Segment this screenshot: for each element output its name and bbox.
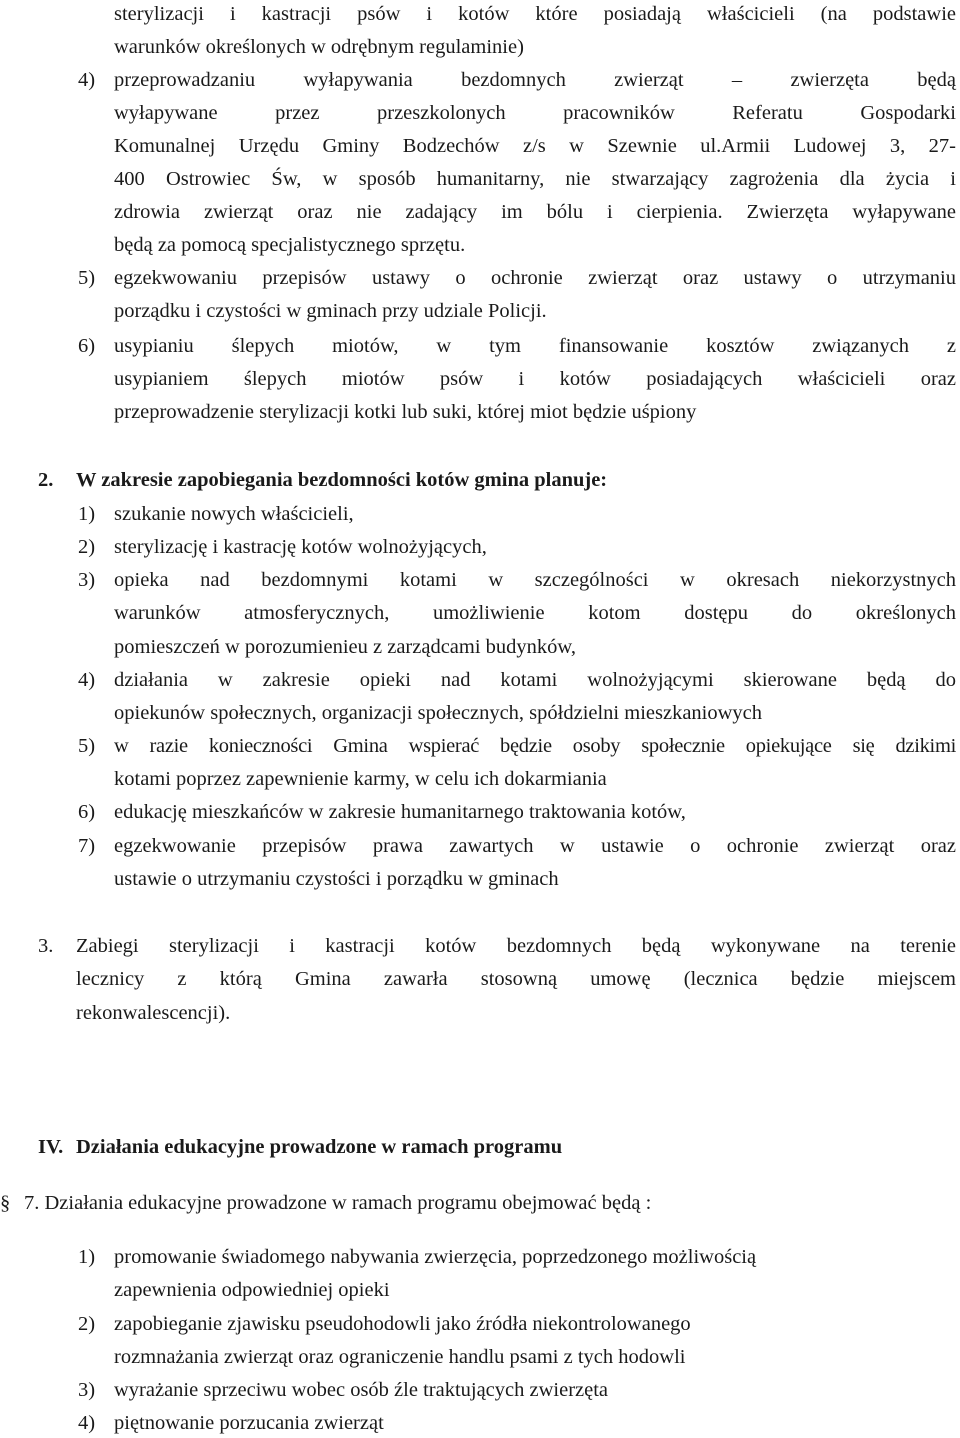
- text-line: edukację mieszkańców w zakresie humanitarnego traktowania kotów,: [114, 801, 686, 823]
- list-number: 6): [78, 335, 96, 357]
- list-number: 1): [78, 1246, 96, 1268]
- text-line: usypianiem ślepych miotów psów i kotów posiadających właścicieli oraz: [114, 368, 956, 390]
- text-line: opieka nad bezdomnymi kotami w szczególności w okresach niekorzystnych: [114, 569, 956, 591]
- text-line: zapewnienia odpowiedniej opieki: [114, 1279, 390, 1301]
- text-line: egzekwowanie przepisów prawa zawartych w ustawie o ochronie zwierząt oraz: [114, 835, 956, 857]
- chapter-number: IV.: [38, 1136, 64, 1158]
- text-line: lecznicy z którą Gmina zawarła stosowną umowę (lecznica będzie miejscem: [76, 968, 956, 990]
- text-line: rozmnażania zwierząt oraz ograniczenie handlu psami z tych hodowli: [114, 1346, 686, 1368]
- text-line: przeprowadzenie sterylizacji kotki lub suki, której miot będzie uśpiony: [114, 401, 697, 423]
- section-heading: W zakresie zapobiegania bezdomności kotów gmina planuje:: [76, 469, 608, 491]
- text-line: usypianiu ślepych miotów, w tym finansowanie kosztów związanych z: [114, 335, 956, 357]
- paragraph-sign: §: [0, 1192, 11, 1214]
- list-number: 4): [78, 69, 96, 91]
- text-line: rekonwalescencji).: [76, 1002, 231, 1024]
- list-number: 5): [78, 735, 96, 757]
- text-line: przeprowadzaniu wyłapywania bezdomnych zwierząt – zwierzęta będą: [114, 69, 956, 91]
- text-line: ustawie o utrzymaniu czystości i porządku w gminach: [114, 868, 559, 890]
- text-line: zdrowia zwierząt oraz nie zadający im bólu i cierpienia. Zwierzęta wyłapywane: [114, 201, 956, 223]
- text-line: zapobieganie zjawisku pseudohodowli jako źródła niekontrolowanego: [114, 1313, 691, 1335]
- text-line: wyrażanie sprzeciwu wobec osób źle traktujących zwierzęta: [114, 1379, 609, 1401]
- list-number: 4): [78, 1412, 96, 1434]
- list-number: 5): [78, 267, 96, 289]
- list-number: 4): [78, 669, 96, 691]
- text-line: egzekwowaniu przepisów ustawy o ochronie zwierząt oraz ustawy o utrzymaniu: [114, 267, 956, 289]
- text-line: szukanie nowych właścicieli,: [114, 503, 354, 525]
- list-number: 2): [78, 536, 96, 558]
- chapter-title: Działania edukacyjne prowadzone w ramach programu: [76, 1136, 563, 1158]
- text-line: w razie konieczności Gmina wspierać będzie osoby społecznie opiekujące się dzikimi: [114, 735, 956, 757]
- list-number: 3): [78, 569, 96, 591]
- list-number: 6): [78, 801, 96, 823]
- section-number: 2.: [38, 469, 54, 491]
- text-line: 400 Ostrowiec Św, w sposób humanitarny, nie stwarzający zagrożenia dla życia i: [114, 168, 956, 190]
- text-line: pomieszczeń w porozumienieu z zarządcami budynków,: [114, 636, 577, 658]
- list-number: 2): [78, 1313, 96, 1335]
- text-line: opiekunów społecznych, organizacji społecznych, spółdzielni mieszkaniowych: [114, 702, 763, 724]
- paragraph-text: 7. Działania edukacyjne prowadzone w ramach programu obejmować będą :: [24, 1192, 652, 1214]
- text-line: Zabiegi sterylizacji i kastracji kotów bezdomnych będą wykonywane na terenie: [76, 935, 956, 957]
- text-line: kotami poprzez zapewnienie karmy, w celu ich dokarmiania: [114, 768, 607, 790]
- text-line: działania w zakresie opieki nad kotami wolnożyjącymi skierowane będą do: [114, 669, 956, 691]
- text-line: porządku i czystości w gminach przy udziale Policji.: [114, 300, 547, 322]
- text-line: warunków atmosferycznych, umożliwienie kotom dostępu do określonych: [114, 602, 956, 624]
- text-line: warunków określonych w odrębnym regulaminie): [114, 36, 524, 58]
- list-number: 1): [78, 503, 96, 525]
- section-number: 3.: [38, 935, 54, 957]
- text-line: wyłapywane przez przeszkolonych pracowników Referatu Gospodarki: [114, 102, 956, 124]
- text-line: sterylizację i kastrację kotów wolnożyjących,: [114, 536, 487, 558]
- text-line: promowanie świadomego nabywania zwierzęcia, poprzedzonego możliwością: [114, 1246, 757, 1268]
- text-line: sterylizacji i kastracji psów i kotów które posiadają właścicieli (na podstawie: [114, 3, 956, 25]
- text-line: będą za pomocą specjalistycznego sprzętu.: [114, 234, 466, 256]
- text-line: piętnowanie porzucania zwierząt: [114, 1412, 384, 1434]
- list-number: 3): [78, 1379, 96, 1401]
- list-number: 7): [78, 835, 96, 857]
- text-line: Komunalnej Urzędu Gminy Bodzechów z/s w Szewnie ul.Armii Ludowej 3, 27-: [114, 135, 956, 157]
